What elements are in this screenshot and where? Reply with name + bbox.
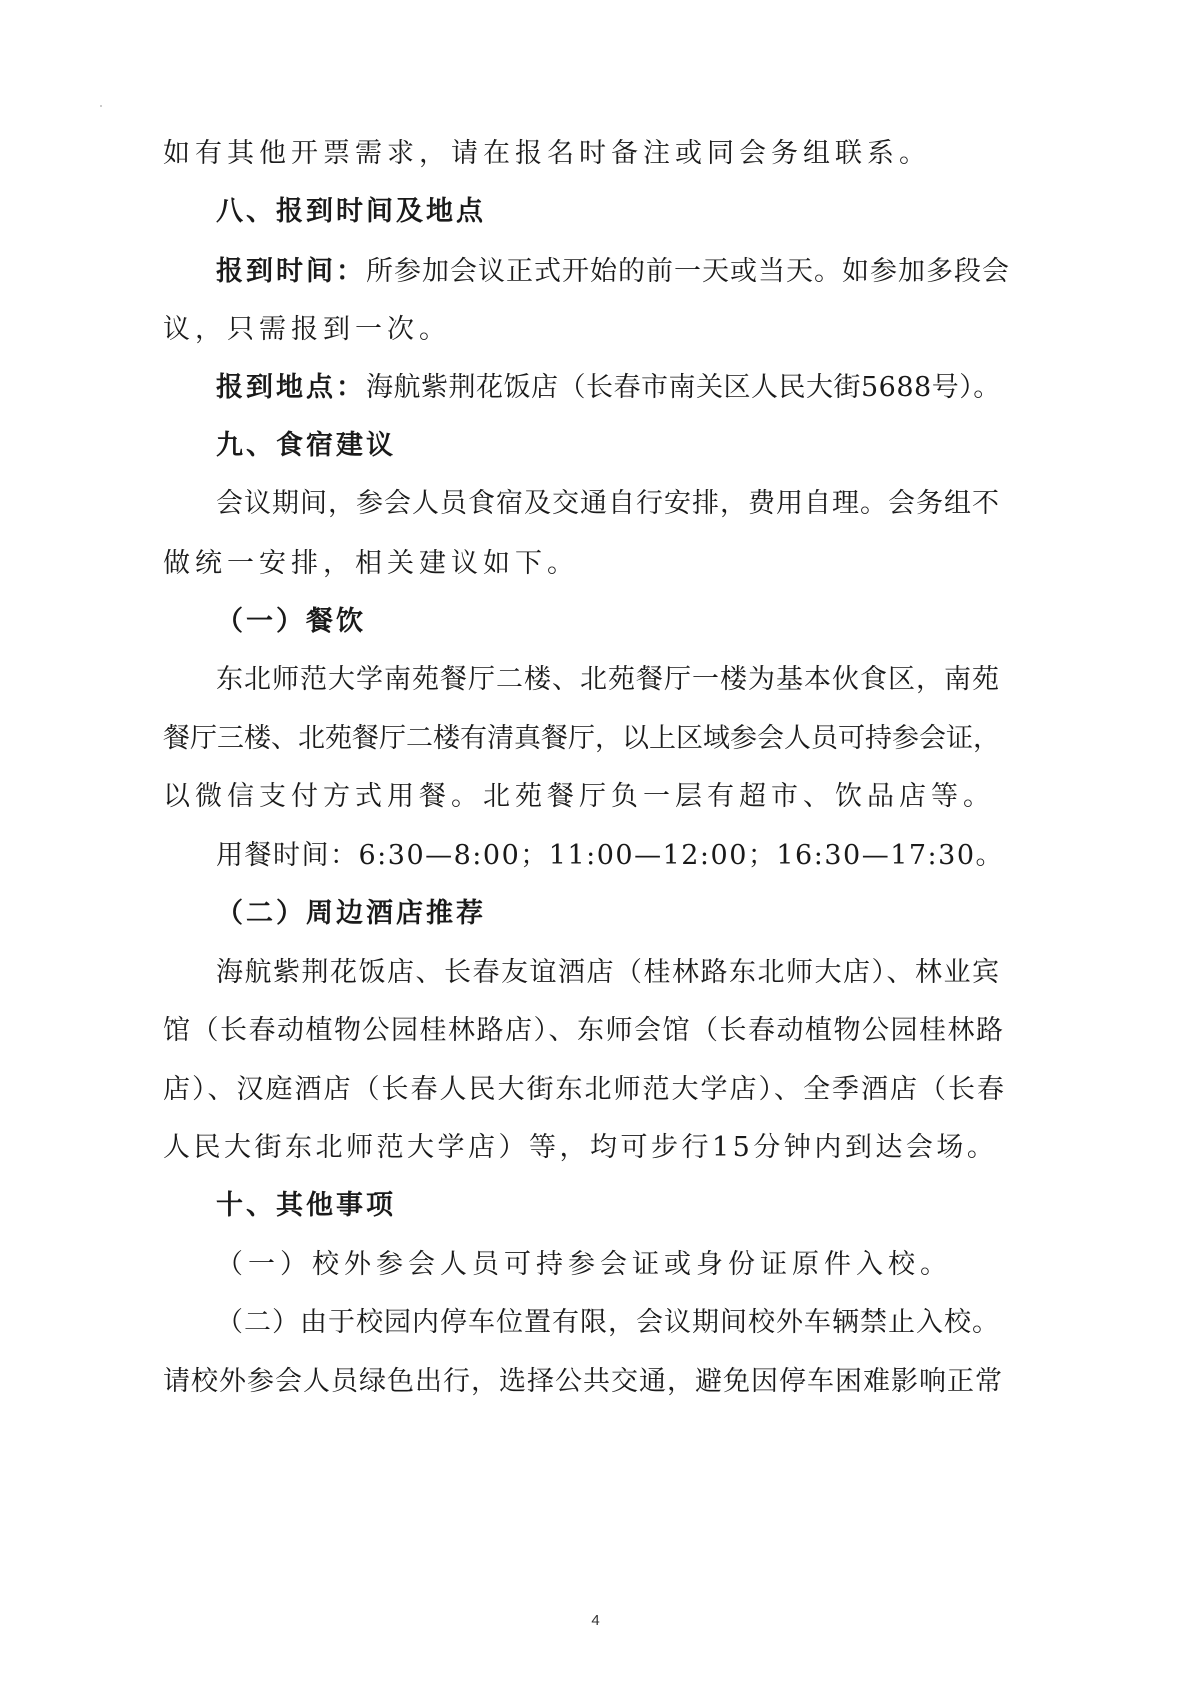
paragraph-meal-times: 用餐时间：6:30—8:00；11:00—12:00；16:30—17:30。 [216,840,1005,871]
paragraph-accommodation: 会议期间，参会人员食宿及交通自行安排，费用自理。会务组不 [216,488,1000,519]
checkin-time-label: 报到时间： [216,256,366,287]
page-number: 4 [591,1612,600,1629]
subheading-dining: （一）餐饮 [216,606,366,637]
paragraph-dining-2: 餐厅三楼、北苑餐厅二楼有清真餐厅，以上区域参会人员可持参会证， [163,723,1000,754]
paragraph-other-1: （一）校外参会人员可持参会证或身份证原件入校。 [216,1249,952,1280]
paragraph-accommodation-cont: 做统一安排，相关建议如下。 [163,548,579,579]
section-heading-9: 九、食宿建议 [216,430,396,461]
paragraph-invoice-note: 如有其他开票需求，请在报名时备注或同会务组联系。 [163,138,931,169]
paragraph-checkin-place [216,368,1001,408]
section-heading-10: 十、其他事项 [216,1190,396,1221]
paragraph-checkin-time-cont: 议，只需报到一次。 [163,314,451,345]
paragraph-checkin-time [216,252,1010,292]
paragraph-dining-3: 以微信支付方式用餐。北苑餐厅负一层有超市、饮品店等。 [163,781,995,812]
checkin-time-text: 所参加会议正式开始的前一天或当天。如参加多段会 [366,256,1010,287]
scan-speck [100,105,102,107]
section-heading-8: 八、报到时间及地点 [216,196,486,227]
paragraph-hotels-2: 馆（长春动植物公园桂林路店）、东师会馆（长春动植物公园桂林路 [163,1015,1005,1046]
subheading-hotels: （二）周边酒店推荐 [216,898,486,929]
paragraph-hotels-3: 店）、汉庭酒店（长春人民大街东北师范大学店）、全季酒店（长春 [163,1074,1006,1105]
checkin-place-text: 海航紫荆花饭店（长春市南关区人民大街5688号）。 [366,372,1001,403]
paragraph-hotels-4: 人民大街东北师范大学店）等，均可步行15分钟内到达会场。 [163,1132,998,1163]
paragraph-other-2-cont: 请校外参会人员绿色出行，选择公共交通，避免因停车困难影响正常 [163,1366,1003,1397]
paragraph-hotels-1: 海航紫荆花饭店、长春友谊酒店（桂林路东北师大店）、林业宾 [216,957,1001,988]
checkin-place-label: 报到地点： [216,372,366,403]
paragraph-dining-1: 东北师范大学南苑餐厅二楼、北苑餐厅一楼为基本伙食区，南苑 [216,664,1000,695]
paragraph-other-2: （二）由于校园内停车位置有限，会议期间校外车辆禁止入校。 [216,1307,1000,1338]
